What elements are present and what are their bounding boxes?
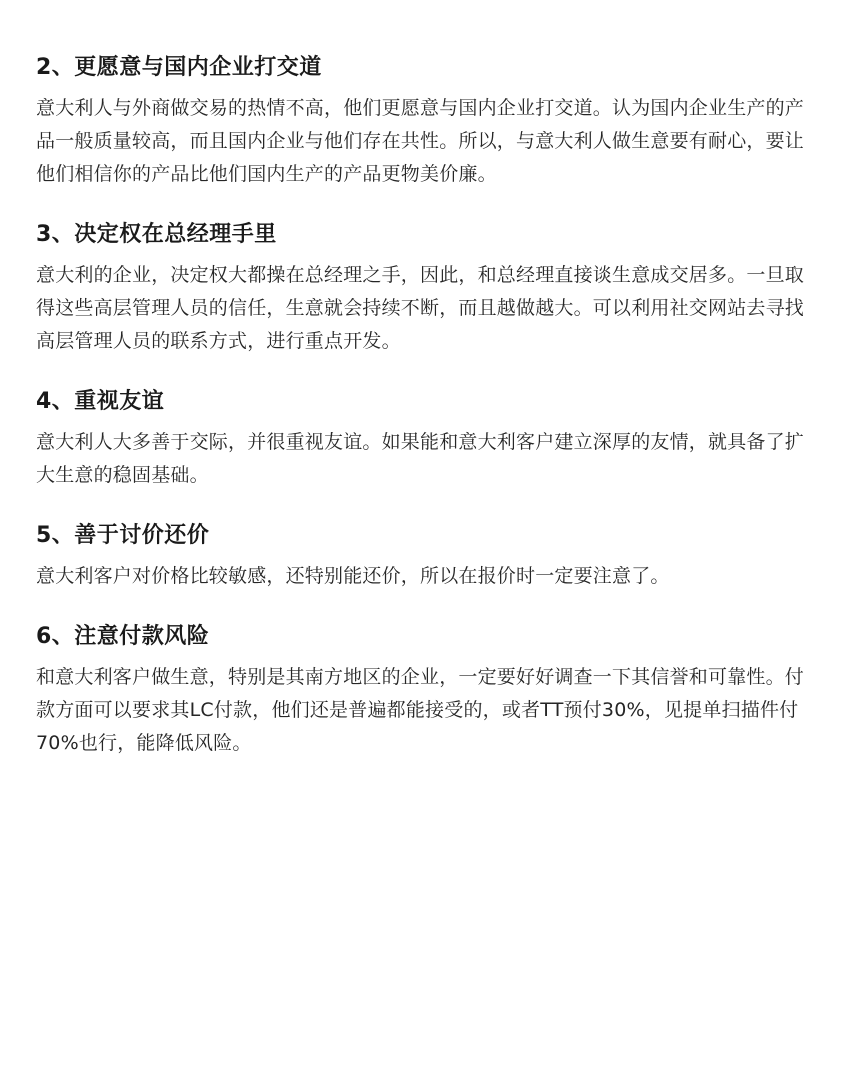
- section-heading: 5、善于讨价还价: [36, 523, 210, 548]
- section-body: 意大利的企业，决定权大都操在总经理之手，因此，和总经理直接谈生意成交居多。一旦取得这些高层管理人员的信任，生意就会持续不断，而且越做越大。可以利用社交网站去寻找高层管理人员的联系方式，进行重点开发。: [36, 264, 805, 352]
- section-heading: 3、决定权在总经理手里: [36, 222, 277, 247]
- section-6: [36, 621, 820, 760]
- section-body: 和意大利客户做生意，特别是其南方地区的企业，一定要好好调查一下其信誉和可靠性。付款方面可以要求其LC付款，他们还是普遍都能接受的，或者TT预付30%，见提单扫描件付70%也行，能降低风险。: [36, 666, 805, 754]
- section-heading: 4、重视友谊: [36, 389, 165, 414]
- section-2: [36, 52, 820, 191]
- article-content: [36, 52, 820, 788]
- section-5: [36, 520, 820, 593]
- section-heading: 2、更愿意与国内企业打交道: [36, 55, 322, 80]
- section-body: 意大利客户对价格比较敏感，还特别能还价，所以在报价时一定要注意了。: [36, 565, 670, 587]
- section-body: 意大利人与外商做交易的热情不高，他们更愿意与国内企业打交道。认为国内企业生产的产品一般质量较高，而且国内企业与他们存在共性。所以，与意大利人做生意要有耐心，要让他们相信你的产品比他们国内生产的产品更物美价廉。: [36, 97, 805, 185]
- section-3: [36, 219, 820, 358]
- section-heading: 6、注意付款风险: [36, 624, 210, 649]
- section-body: 意大利人大多善于交际，并很重视友谊。如果能和意大利客户建立深厚的友情，就具备了扩大生意的稳固基础。: [36, 431, 805, 486]
- section-4: [36, 386, 820, 492]
